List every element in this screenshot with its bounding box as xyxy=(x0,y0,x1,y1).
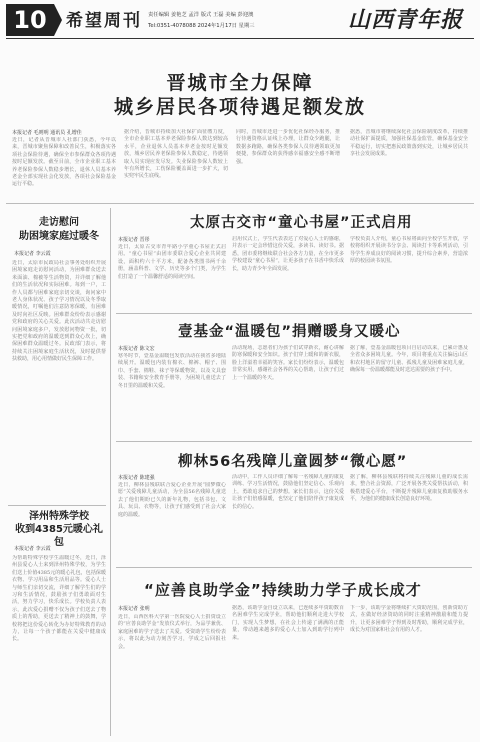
article2-column-2: 启用仪式上，学生代表表达了对爱心人士的感谢，并表示一定会珍惜这份关爱，多读书、读好书。据悉，团市委将继续联合社会各方力量，在全市更多学校建设“童心书屋”，让更多孩子在书香中快乐成长，助力青少年全面发展。 xyxy=(232,236,344,272)
editor-credits: 责任编辑 姜艳芝 孟洋 版式 王磊 美编 彭迎澳 xyxy=(148,12,254,18)
left-bottom-headline-line1: 泽州特殊学校 xyxy=(29,511,89,522)
article5-headline: “应善良助学金”持续助力学子成长成才 xyxy=(144,581,422,599)
newspaper-logo: 山西青年报 xyxy=(348,7,464,33)
article5-byline: 本报记者 张明 xyxy=(118,606,150,612)
article3-divider xyxy=(116,441,472,442)
lead-headline-line2: 城乡居民各项待遇足额发放 xyxy=(113,96,366,118)
article4-column-1: 近日，柳林县残联联合爱心企业开展“圆梦微心愿”关爱残障儿童活动，为全县56名残障儿童送去了他们期盼已久的新年礼物，包括书包、文具、玩具、衣物等，让孩子们感受到了社会大家庭的温暖。 xyxy=(118,482,226,518)
article5-column-1: 近日，山西医科大学第一医院爱心人士捐资设立的“应善良助学金”发放仪式举行，为品学兼优、家庭困难的学子送去了关爱。受资助学生纷纷表示，将以此为动力刻苦学习，学成之后回报社会。 xyxy=(118,614,226,650)
lead-column-4: 据悉，晋城市将继续深化社会保险制度改革，持续推动社保扩面提质，加强社保基金监管，确保基金安全平稳运行，切实把惠民政策落到实处，让城乡居民共享社会发展成果。 xyxy=(350,129,468,158)
left-top-body: 近日，太原市民政局社会事务处组织开展困境家庭走访慰问活动，为困难群众送去米面油、棉被等生活物资，并详细了解他们的生活状况和实际困难。每到一户，工作人员都与困难家庭亲切交谈，询问家中老人身体状况、孩子学习情况以及冬季取暖情况，叮嘱他们注意防寒保暖，有困难及时向社区反映。困难群众纷纷表示感谢党和政府的关心关爱。此次活动共走访慰问困境家庭多户，发放慰问物资一批，切实把党和政府的温暖送到群众心坎上，确保困难群众温暖过冬。民政部门表示，将持续关注困境家庭生活状况，及时提供帮扶救助，用心用情做好民生保障工作。 xyxy=(12,260,106,363)
page-number: 10 xyxy=(6,4,54,36)
left-top-headline-line1: 走访慰问 xyxy=(39,217,79,228)
article3-column-3: 据了解，壹基金温暖包项目自启动以来，已累计惠及全省众多困境儿童。今年，项目将重点关注偏远山区和农村地区的留守儿童、孤残儿童及困难家庭儿童，确保每一份温暖都能及时送达需要的孩子手中。 xyxy=(350,345,468,374)
left-top-byline: 本报记者 李云霞 xyxy=(14,251,51,257)
lead-column-1: 近日，记者从晋城市人社部门获悉，今年以来，晋城市聚焦保障和改善民生，积极落实各项社会保险待遇，确保全市参保群众各项待遇按时足额发放。截至目前，全市企业职工基本养老保险参保人数稳步增长，退休人员基本养老金全部实现社会化发放，各项社会保险基金运行平稳。 xyxy=(12,137,116,188)
left-bottom-body: 为帮助特殊学校学生温暖过冬，近日，泽州县爱心人士来到泽州特殊学校，为学生们送上价值4385元的暖心礼包，包括保暖衣物、学习用品和生活用品等。爱心人士与师生们亲切交流，详细了解学生们的学习和生活情况，鼓励孩子们勇敢面对生活，努力学习，快乐成长。学校负责人表示，此次爱心捐赠不仅为孩子们送去了物质上的帮助，更送去了精神上的鼓舞，学校将把这份爱心转化为办好特殊教育的动力，让每一个孩子都能在关爱中健康成长。 xyxy=(12,555,106,643)
lead-headline-line1: 晋城市全力保障 xyxy=(166,72,314,94)
article2-divider xyxy=(116,313,472,314)
article5-column-2: 据悉，该助学金自设立以来，已连续多年资助数百名困难学生完成学业，帮助他们顺利走进大学校门，实现人生梦想，在社会上传递了满满的正能量，带动越来越多的爱心人士加入到助学行列中来。 xyxy=(232,605,344,641)
article2-column-1: 近日，太原古交市青年路小学童心书屋正式启用。“童心书屋”由团市委联合爱心企业共同建设，面积约六十平方米，配备各类图书两千余册，涵盖科普、文学、历史等多个门类，为学生们打造了一个温馨舒适的阅读空间。 xyxy=(118,244,226,280)
article3-headline: 壹基金“温暖包”捐赠暖身又暖心 xyxy=(178,324,401,340)
left-bottom-headline-line2: 收到4385元暖心礼包 xyxy=(15,524,103,548)
left-divider xyxy=(8,505,106,506)
article4-column-3: 据了解，柳林县残联将持续关注残障儿童的成长需求，整合社会资源，广泛开展各类关爱帮扶活动，积极搭建爱心平台，不断提升残障儿童康复救助服务水平，为他们的健康成长创造良好环境。 xyxy=(350,474,468,503)
article2-byline: 本报记者 晋彤 xyxy=(118,237,150,243)
date-contact: Tel:0351-4078088 2024年1月17日 星期三 xyxy=(148,23,255,29)
article3-byline: 本报记者 陈文宏 xyxy=(118,346,155,352)
left-top-headline-line2: 助困境家庭过暖冬 xyxy=(19,231,99,242)
article2-column-3: 学校负责人介绍，童心书屋将面向全校学生开放，学校将组织开展读书分享会、阅读打卡等系列活动，引导学生养成良好的阅读习惯，提升综合素养，营造浓厚的校园读书氛围。 xyxy=(350,236,468,265)
left-bottom-byline: 本报记者 李云霞 xyxy=(14,546,51,552)
article4-divider xyxy=(116,567,472,568)
lead-byline: 本报记者 毛则明 通讯员 孔增佳 xyxy=(12,130,82,136)
article4-byline: 本报记者 陈建强 xyxy=(118,475,155,481)
article4-column-2: 活动中，工作人员详细了解每一名残障儿童的康复训练、学习生活情况，鼓励他们坚定信心、乐观向上，勇敢追求自己的梦想。家长们表示，这份关爱让孩子们倍感温暖，也坚定了他们陪伴孩子康复成长的信心。 xyxy=(232,474,344,510)
column-divider xyxy=(110,208,111,736)
article2-headline: 太原古交市“童心书屋”正式启用 xyxy=(190,215,413,231)
header-divider xyxy=(6,38,474,39)
lead-column-2: 据介绍，晋城市持续加大社保扩面征缴力度，全市企业职工基本养老保险参保人数达到较高水平，企业退休人员基本养老金按时足额发放，城乡居民养老保险参保人数稳定，待遇领取人员实现应发尽发。失业保险参保人数较上年有所增长，工伤保险覆盖面进一步扩大，切实兜牢民生底线。 xyxy=(124,129,228,180)
article3-column-1: 寒冬时节，壹基金温暖包发放活动在我省多地陆续展开。温暖包内装有棉衣、棉裤、帽子、围巾、手套、棉鞋、袜子等保暖物资，以及文具套装、书籍和安全教育手册等，为困境儿童送去了冬日里的温暖和关爱。 xyxy=(118,353,226,389)
article4-headline: 柳林56名残障儿童圆梦“微心愿” xyxy=(178,454,408,470)
article3-column-2: 活动现场，志愿者们为孩子们试穿新衣，耐心讲解防寒保暖和安全知识。孩子们穿上暖和的新衣服，脸上洋溢着幸福的笑容。家长们纷纷表示，温暖包非常实用，感谢社会各界的关心帮助，让孩子们过上一个温暖的冬天。 xyxy=(232,345,344,381)
article5-column-3: 下一步，该助学金将继续扩大资助范围，创新资助方式，在做好经济资助的同时注重精神激励和能力提升，让更多困难学子得到及时帮助，顺利完成学业，成长为对国家和社会有用的人才。 xyxy=(350,605,468,634)
lead-column-3: 同时，晋城市还进一步优化社保经办服务，推行待遇资格认证线上办理，让群众少跑腿，让数据多跑路，确保各类参保人员待遇领取更加便捷，参保群众的获得感幸福感安全感不断增强。 xyxy=(236,129,340,165)
lead-divider xyxy=(6,203,474,204)
section-title: 希望周刊 xyxy=(66,11,142,31)
